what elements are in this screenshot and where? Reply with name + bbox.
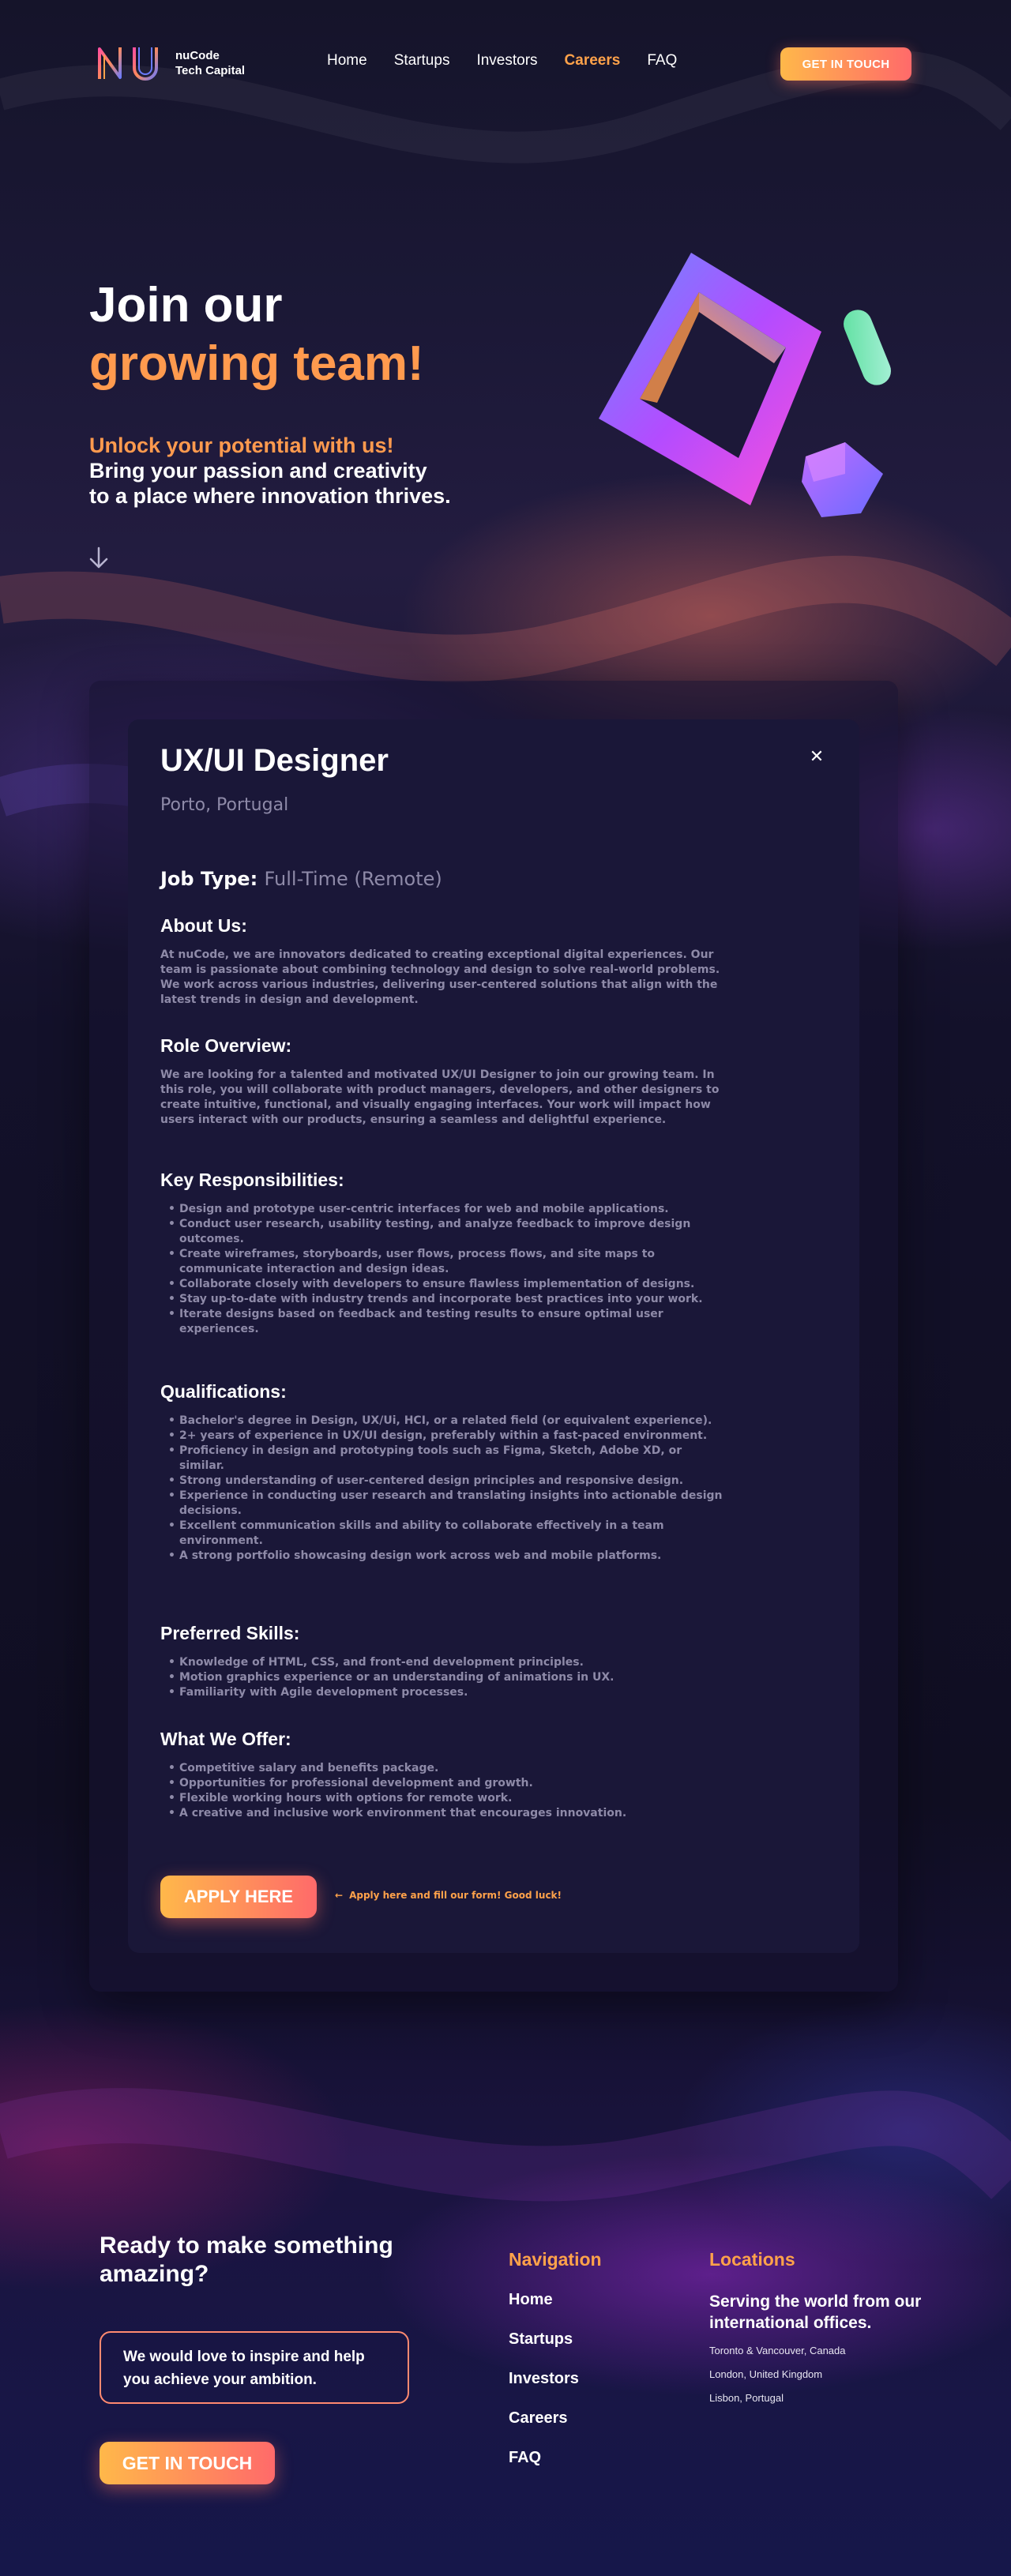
qualifications-section xyxy=(160,1381,729,1564)
list-item: • Knowledge of HTML, CSS, and front-end development principles. xyxy=(179,1655,729,1670)
list-item: • Familiarity with Agile development processes. xyxy=(179,1685,729,1700)
list-item: • 2+ years of experience in UX/UI design, preferably within a fast-paced environment. xyxy=(179,1429,729,1444)
role-text: We are looking for a talented and motivated UX/UI Designer to join our growing team. In this role, you will collaborate with product managers, developers, and other designers to create intuitive, functional, and visually engaging interfaces. Your work will impact how users interact with our products, ensuring a seamless and delightful experience. xyxy=(160,1068,720,1126)
job-detail-card xyxy=(128,719,859,1953)
list-item: • A creative and inclusive work environment that encourages innovation. xyxy=(179,1806,729,1821)
arrow-left-icon: ← xyxy=(335,1890,344,1901)
list-item: • Flexible working hours with options for remote work. xyxy=(179,1791,729,1806)
about-section xyxy=(160,915,729,1008)
close-icon[interactable]: ✕ xyxy=(809,747,825,767)
location-city: Lisbon, Portugal xyxy=(709,2392,784,2404)
arrow-down-icon[interactable] xyxy=(85,545,112,572)
job-type-value: Full-Time (Remote) xyxy=(264,868,442,890)
footer-nav-investors[interactable]: Investors xyxy=(509,2370,579,2387)
hero-subtitle xyxy=(89,433,451,509)
list-item: • Collaborate closely with developers to ensure flawless implementation of designs. xyxy=(179,1277,729,1292)
footer-locations-lead: Serving the world from our international offices. xyxy=(709,2292,922,2332)
brand-logo[interactable] xyxy=(96,41,245,85)
nav-careers[interactable]: Careers xyxy=(564,52,621,69)
footer-navigation xyxy=(509,2249,602,2488)
hero-sub-line3: to a place where innovation thrives. xyxy=(89,484,451,508)
footer-locations xyxy=(709,2249,946,2416)
brand-name-line2: Tech Capital xyxy=(175,64,246,77)
footer-nav-faq[interactable]: FAQ xyxy=(509,2449,542,2466)
offer-heading: What We Offer: xyxy=(160,1729,291,1749)
main-nav xyxy=(327,52,677,69)
preferred-heading: Preferred Skills: xyxy=(160,1623,300,1643)
location-city: London, United Kingdom xyxy=(709,2368,823,2380)
nav-home[interactable]: Home xyxy=(327,52,367,69)
job-location: Porto, Portugal xyxy=(160,795,289,815)
footer-nav-heading: Navigation xyxy=(509,2249,602,2270)
list-item: • Design and prototype user-centric interfaces for web and mobile applications. xyxy=(179,1202,729,1217)
responsibilities-list xyxy=(160,1202,729,1337)
list-item: • Proficiency in design and prototyping tools such as Figma, Sketch, Adobe XD, or similar. xyxy=(179,1444,729,1474)
apply-button[interactable]: APPLY HERE xyxy=(160,1876,317,1918)
preferred-skills-section xyxy=(160,1623,729,1700)
footer-nav-home[interactable]: Home xyxy=(509,2291,553,2308)
apply-hint-text: Apply here and fill our form! Good luck! xyxy=(349,1890,562,1901)
list-item: • Conduct user research, usability testing, and analyze feedback to improve design outcomes. xyxy=(179,1217,729,1247)
brand-name-line1: nuCode xyxy=(175,49,220,62)
qualifications-list xyxy=(160,1414,729,1564)
role-heading: Role Overview: xyxy=(160,1035,292,1056)
hero-title xyxy=(89,276,424,393)
preferred-list xyxy=(160,1655,729,1700)
footer-nav-startups[interactable]: Startups xyxy=(509,2330,573,2348)
list-item: • Stay up-to-date with industry trends and incorporate best practices into your work. xyxy=(179,1292,729,1307)
list-item: • A strong portfolio showcasing design work across web and mobile platforms. xyxy=(179,1549,729,1564)
list-item: • Bachelor's degree in Design, UX/Ui, HCI, or a related field (or equivalent experience). xyxy=(179,1414,729,1429)
job-type xyxy=(160,868,442,890)
nucode-logo-icon xyxy=(96,41,164,85)
footer-message-box: We would love to inspire and help you achieve your ambition. xyxy=(100,2331,409,2404)
qualifications-heading: Qualifications: xyxy=(160,1381,287,1402)
list-item: • Create wireframes, storyboards, user flows, process flows, and site maps to communicate interaction and design ideas. xyxy=(179,1247,729,1277)
nav-startups[interactable]: Startups xyxy=(393,52,450,69)
nav-faq[interactable]: FAQ xyxy=(647,52,678,69)
job-type-label: Job Type: xyxy=(160,868,258,890)
footer-get-in-touch-button[interactable]: GET IN TOUCH xyxy=(100,2442,275,2484)
list-item: • Experience in conducting user research and translating insights into actionable design decisions. xyxy=(179,1489,729,1519)
list-item: • Competitive salary and benefits package. xyxy=(179,1761,729,1776)
job-title: UX/UI Designer xyxy=(160,743,389,778)
list-item: • Iterate designs based on feedback and testing results to ensure optimal user experiences. xyxy=(179,1307,729,1337)
responsibilities-section xyxy=(160,1170,729,1337)
hero-title-line2: growing team! xyxy=(89,336,424,391)
footer-title: Ready to make something amazing? xyxy=(100,2232,393,2287)
site-header xyxy=(0,0,1011,126)
hero-sub-accent: Unlock your potential with us! xyxy=(89,434,394,457)
hero-3d-shapes xyxy=(584,245,916,529)
responsibilities-heading: Key Responsibilities: xyxy=(160,1170,344,1190)
nav-investors[interactable]: Investors xyxy=(476,52,538,69)
list-item: • Strong understanding of user-centered design principles and responsive design. xyxy=(179,1474,729,1489)
offer-list xyxy=(160,1761,729,1821)
hero-title-line1: Join our xyxy=(89,278,283,332)
role-section xyxy=(160,1035,729,1128)
footer-locations-heading: Locations xyxy=(709,2249,795,2270)
apply-hint xyxy=(335,1890,562,1901)
hero-sub-line2: Bring your passion and creativity xyxy=(89,459,427,483)
list-item: • Motion graphics experience or an understanding of animations in UX. xyxy=(179,1670,729,1685)
location-city: Toronto & Vancouver, Canada xyxy=(709,2345,846,2356)
about-heading: About Us: xyxy=(160,915,247,936)
footer-nav-careers[interactable]: Careers xyxy=(509,2409,568,2427)
list-item: • Opportunities for professional development and growth. xyxy=(179,1776,729,1791)
list-item: • Excellent communication skills and ability to collaborate effectively in a team environment. xyxy=(179,1519,729,1549)
get-in-touch-button[interactable]: GET IN TOUCH xyxy=(780,47,911,81)
offer-section xyxy=(160,1729,729,1821)
about-text: At nuCode, we are innovators dedicated to creating exceptional digital experiences. Our team is passionate about combining technology and design to solve real-world problems. We work across various industries, delivering user-centered solutions that align with the latest trends in design and development. xyxy=(160,948,720,1006)
